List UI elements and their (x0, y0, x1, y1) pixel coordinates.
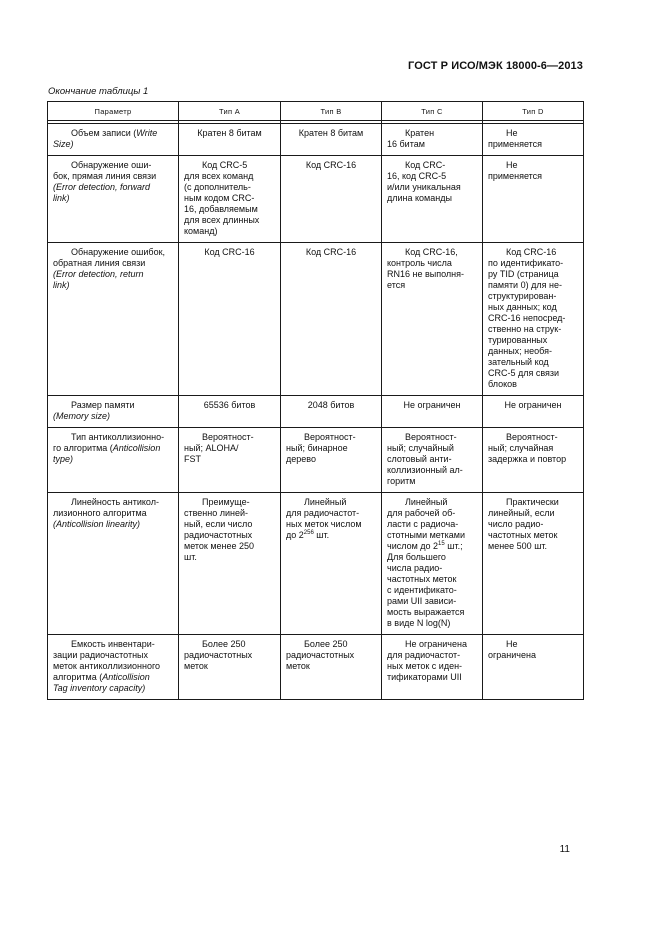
parameter-line: link) (53, 193, 70, 203)
page-number: 11 (559, 844, 570, 855)
cell-line: по идентификато- (488, 258, 564, 268)
parameter-line: (Anticollision linearity) (53, 519, 141, 529)
cell-line: Вероятност- (405, 432, 457, 442)
cell-line: меток менее 250 (184, 541, 255, 551)
cell-line: Более 250 (304, 639, 348, 649)
parameter-line: link) (53, 280, 70, 290)
cell-line: RN16 не выполня- (387, 269, 465, 279)
cell-line: команд) (184, 226, 218, 236)
parameter-line: лизионного алгоритма (53, 508, 147, 518)
table-row (48, 396, 584, 428)
cell-line: Кратен 8 битам (298, 128, 364, 138)
cell-line: менее 500 шт. (488, 541, 548, 551)
table-header-row (48, 102, 584, 121)
parameter-line: (Error detection, return (53, 269, 144, 279)
cell-line: 16, код CRC-5 (387, 171, 447, 181)
cell-line: блоков (488, 379, 517, 389)
cell-line: меток (286, 661, 310, 671)
parameter-line: обратная линия связи (53, 258, 146, 268)
cell-line: ным кодом CRC- (184, 193, 255, 203)
type-a-cell (179, 243, 281, 396)
column-header-type-b: Тип В (281, 102, 382, 121)
cell-line: Не (506, 160, 518, 170)
parameter-line: type) (53, 454, 74, 464)
table-row (48, 124, 584, 156)
cell-line: ный; ALOHA/ (184, 443, 239, 453)
cell-line: мость выражается (387, 607, 465, 617)
cell-line: Код CRC-16, (405, 247, 458, 257)
type-c-cell (382, 635, 483, 700)
cell-line: для рабочей об- (387, 508, 456, 518)
parameter-cell (48, 396, 179, 428)
cell-line: Не ограничена (405, 639, 467, 649)
parameter-cell (48, 635, 179, 700)
cell-line: числом до $2^{15}$ шт.; (387, 541, 463, 551)
cell-line: Вероятност- (304, 432, 356, 442)
cell-line: меток (184, 661, 208, 671)
table-row (48, 635, 584, 700)
parameter-line: меток антиколлизионного (53, 661, 161, 671)
type-b-cell (281, 124, 382, 156)
cell-line: радиочастотных (286, 650, 355, 660)
table-row (48, 493, 584, 635)
column-header-type-c: Тип С (382, 102, 483, 121)
cell-line: и/или уникальная (387, 182, 461, 192)
type-b-cell (281, 243, 382, 396)
cell-line: горитм (387, 476, 416, 486)
type-a-cell (179, 428, 281, 493)
parameter-line: (Memory size) (53, 411, 111, 421)
parameter-cell (48, 124, 179, 156)
table-row (48, 243, 584, 396)
cell-line: контроль числа (387, 258, 452, 268)
cell-line: ласти с радиоча- (387, 519, 459, 529)
parameter-line: Tag inventory capacity) (53, 683, 146, 693)
cell-line: CRC-5 для связи (488, 368, 560, 378)
type-c-cell (382, 428, 483, 493)
cell-line: 65536 битов (203, 400, 256, 410)
type-b-cell (281, 156, 382, 243)
cell-line: тификаторами UII (387, 672, 462, 682)
parameter-line: зации радиочастотных (53, 650, 149, 660)
cell-line: Код CRC-16 (305, 160, 357, 170)
cell-line: рами UII зависи- (387, 596, 457, 606)
type-d-cell (483, 243, 584, 396)
standard-header: ГОСТ Р ИСО/МЭК 18000-6—2013 (408, 60, 583, 72)
cell-line: Код CRC- (405, 160, 446, 170)
table-caption: Окончание таблицы 1 (48, 86, 149, 97)
cell-line: ных меток с иден- (387, 661, 463, 671)
parameter-line: алгоритма (Anticollision (53, 672, 150, 682)
cell-line: Практически (506, 497, 559, 507)
cell-line: длина команды (387, 193, 452, 203)
cell-line: применяется (488, 171, 543, 181)
cell-line: Код CRC-16 (506, 247, 557, 257)
cell-line: Не (506, 128, 518, 138)
cell-line: числа радио- (387, 563, 443, 573)
parameter-cell (48, 493, 179, 635)
parameter-line: Тип антиколлизионно- (71, 432, 165, 442)
cell-line: стотными метками (387, 530, 465, 540)
cell-line: ный; бинарное (286, 443, 348, 453)
parameter-line: Обнаружение оши- (71, 160, 152, 170)
cell-line: число радио- (488, 519, 544, 529)
cell-line: Вероятност- (506, 432, 558, 442)
type-d-cell (483, 156, 584, 243)
cell-line: Не ограничен (504, 400, 562, 410)
cell-line: Более 250 (202, 639, 246, 649)
column-header-type-d: Тип D (483, 102, 584, 121)
parameter-line: Размер памяти (71, 400, 135, 410)
cell-line: для всех длинных (184, 215, 260, 225)
type-d-cell (483, 635, 584, 700)
cell-line: для всех команд (184, 171, 254, 181)
type-c-cell (382, 243, 483, 396)
cell-line: для радиочастот- (286, 508, 360, 518)
type-a-cell (179, 124, 281, 156)
cell-line: шт. (184, 552, 197, 562)
type-b-cell (281, 396, 382, 428)
column-header-parameter: Параметр (48, 102, 179, 121)
cell-line: данных; необя- (488, 346, 552, 356)
cell-line: частотных меток (387, 574, 457, 584)
type-d-cell (483, 493, 584, 635)
cell-line: радиочастотных (184, 530, 253, 540)
cell-line: ных меток числом (286, 519, 362, 529)
cell-line: ственно линей- (184, 508, 249, 518)
type-d-cell (483, 428, 584, 493)
cell-line: 16 битам (387, 139, 425, 149)
cell-line: коллизионный ал- (387, 465, 463, 475)
cell-line: ный, если число (184, 519, 253, 529)
cell-line: Вероятност- (202, 432, 254, 442)
cell-line: Для большего (387, 552, 446, 562)
cell-line: задержка и повтор (488, 454, 567, 464)
cell-line: ется (387, 280, 406, 290)
type-b-cell (281, 493, 382, 635)
cell-line: ный; случайный (387, 443, 454, 453)
cell-line: до $2^{256}$ шт. (286, 530, 330, 540)
parameter-line: го алгоритма (Anticollision (53, 443, 161, 453)
cell-line: памяти 0) для не- (488, 280, 562, 290)
cell-line: Линейный (304, 497, 347, 507)
table-row (48, 156, 584, 243)
parameters-table (47, 101, 584, 700)
cell-line: Кратен 8 битам (197, 128, 262, 138)
cell-line: Кратен (405, 128, 435, 138)
cell-line: с идентификато- (387, 585, 457, 595)
cell-line: Код CRC-16 (305, 247, 357, 257)
cell-line: для радиочастот- (387, 650, 461, 660)
parameter-line: Объем записи (Write (71, 128, 158, 138)
parameter-cell (48, 243, 179, 396)
parameter-line: (Error detection, forward (53, 182, 151, 192)
type-c-cell (382, 156, 483, 243)
type-b-cell (281, 428, 382, 493)
parameter-line: Size) (53, 139, 74, 149)
cell-line: Код CRC-16 (204, 247, 255, 257)
cell-line: ных данных; код (488, 302, 557, 312)
cell-line: Код CRC-5 (202, 160, 248, 170)
cell-line: дерево (286, 454, 316, 464)
type-c-cell (382, 396, 483, 428)
cell-line: (с дополнитель- (184, 182, 251, 192)
cell-line: Не (506, 639, 518, 649)
cell-line: в виде N log(N) (387, 618, 451, 628)
parameter-cell (48, 156, 179, 243)
parameter-line: Линейность антикол- (71, 497, 159, 507)
cell-line: структурирован- (488, 291, 557, 301)
parameter-line: Емкость инвентари- (71, 639, 155, 649)
cell-line: 2048 битов (307, 400, 355, 410)
cell-line: 16, добавляемым (184, 204, 258, 214)
type-c-cell (382, 124, 483, 156)
cell-line: CRC-16 непосред- (488, 313, 566, 323)
cell-line: Линейный (405, 497, 448, 507)
type-a-cell (179, 156, 281, 243)
cell-line: FST (184, 454, 201, 464)
parameter-line: Обнаружение ошибок, (71, 247, 166, 257)
cell-line: турированных (488, 335, 548, 345)
parameter-cell (48, 428, 179, 493)
cell-line: Преимуще- (202, 497, 250, 507)
cell-line: ру TID (страница (488, 269, 559, 279)
type-d-cell (483, 396, 584, 428)
type-a-cell (179, 493, 281, 635)
column-header-type-a: Тип А (179, 102, 281, 121)
type-a-cell (179, 635, 281, 700)
type-a-cell (179, 396, 281, 428)
cell-line: частотных меток (488, 530, 558, 540)
cell-line: слотовый анти- (387, 454, 452, 464)
type-d-cell (483, 124, 584, 156)
cell-line: применяется (488, 139, 543, 149)
type-c-cell (382, 493, 483, 635)
parameter-line: бок, прямая линия связи (53, 171, 157, 181)
cell-line: ный; случайная (488, 443, 554, 453)
cell-line: ограничена (488, 650, 536, 660)
table-row (48, 428, 584, 493)
cell-line: Не ограничен (403, 400, 461, 410)
cell-line: ственно на струк- (488, 324, 562, 334)
cell-line: зательный код (488, 357, 549, 367)
cell-line: линейный, если (488, 508, 555, 518)
type-b-cell (281, 635, 382, 700)
cell-line: радиочастотных (184, 650, 253, 660)
